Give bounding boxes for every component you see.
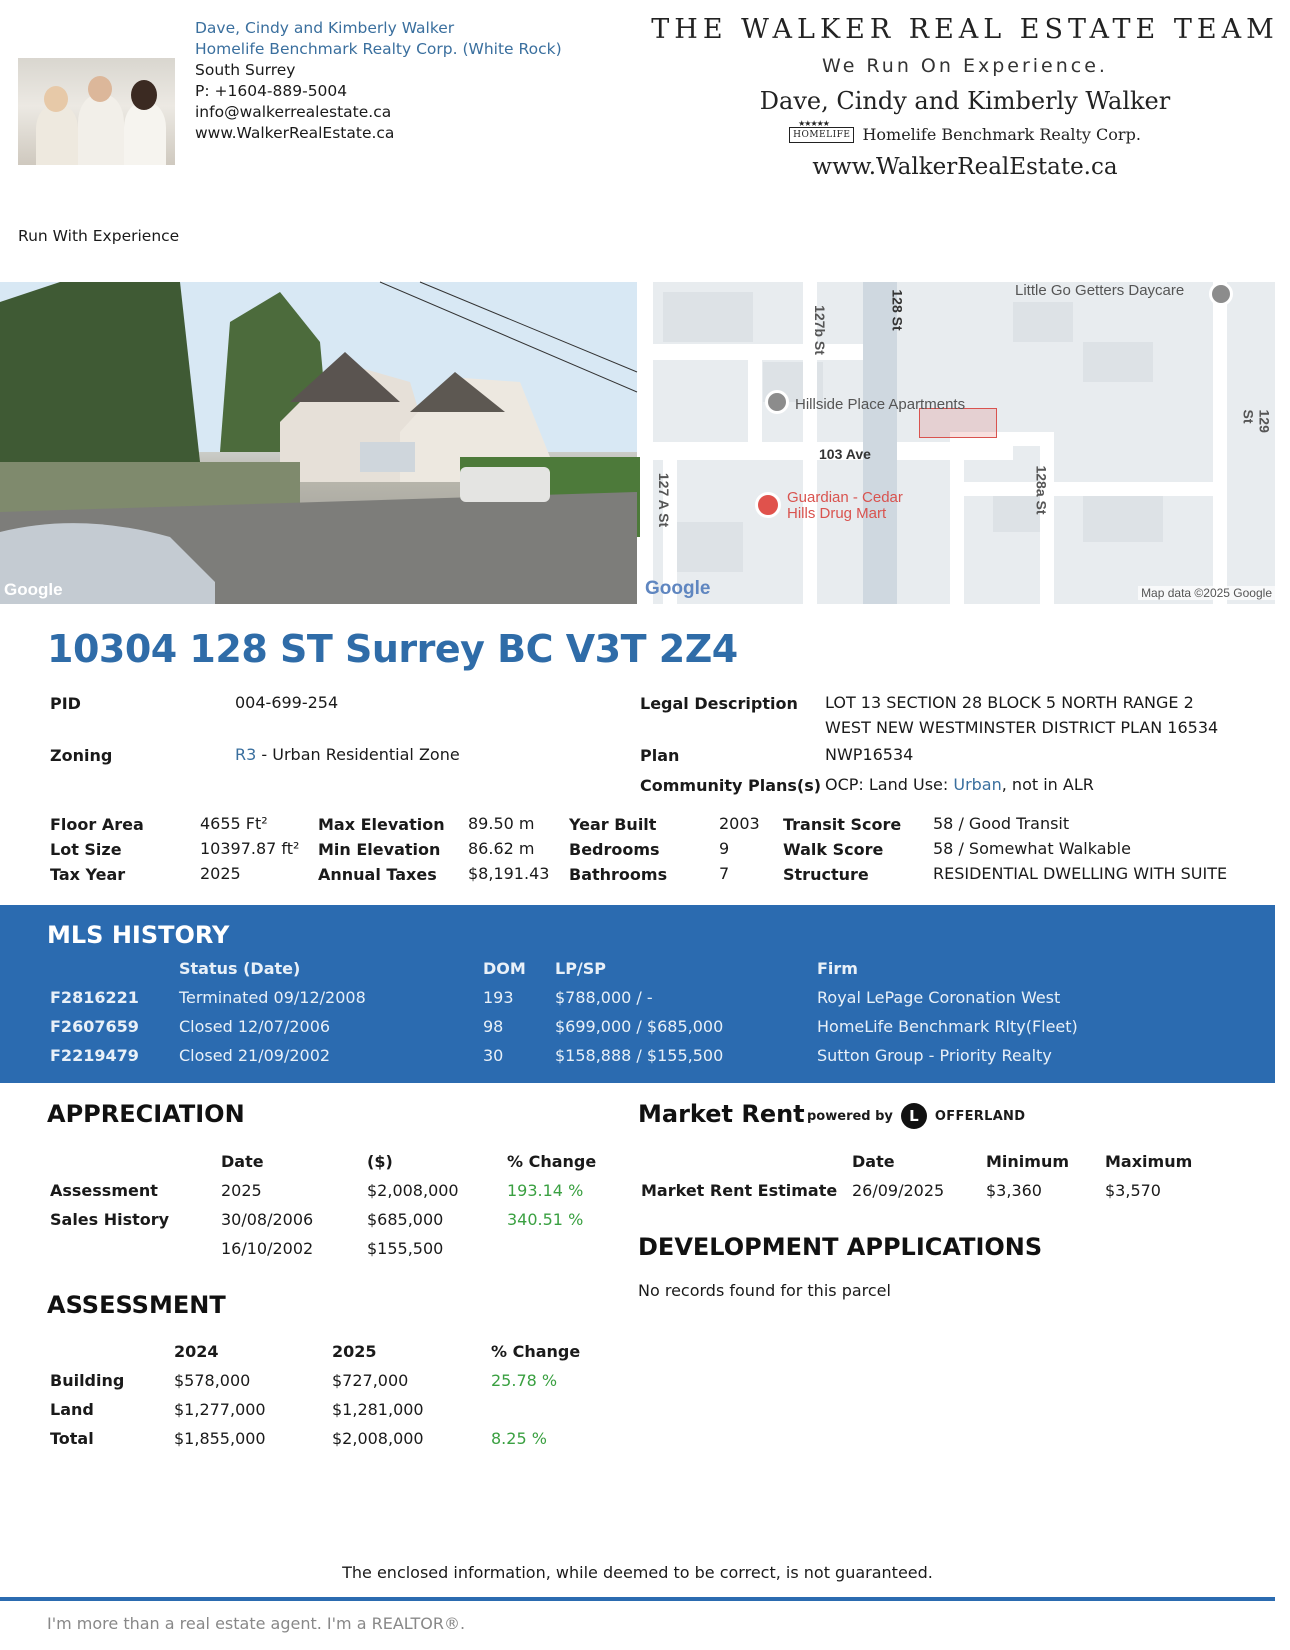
assessment-row-2025: $2,008,000 xyxy=(332,1429,424,1448)
legal-label: Legal Description xyxy=(640,694,798,713)
community-value xyxy=(825,775,1094,794)
mls-row-firm: Sutton Group - Priority Realty xyxy=(817,1046,1052,1065)
appreciation-row-amount: $2,008,000 xyxy=(367,1181,459,1200)
powered-by-label: powered by xyxy=(807,1108,893,1124)
property-address: 10304 128 ST Surrey BC V3T 2Z4 xyxy=(47,627,738,671)
min-elev-label: Min Elevation xyxy=(318,840,441,859)
legal-line1: LOT 13 SECTION 28 BLOCK 5 NORTH RANGE 2 xyxy=(825,693,1194,712)
agent-area: South Surrey xyxy=(195,61,296,79)
realtor-footer: I'm more than a real estate agent. I'm a REALTOR®. xyxy=(47,1614,466,1633)
pid-value: 004-699-254 xyxy=(235,693,339,712)
mls-row-id: F2816221 xyxy=(50,988,139,1007)
bathrooms-value: 7 xyxy=(719,864,730,883)
map-label-128st: 128 St xyxy=(889,289,906,331)
map-label-127b: 127b St xyxy=(811,305,828,355)
mls-col-firm: Firm xyxy=(817,959,858,978)
agent-phone: P: +1604-889-5004 xyxy=(195,82,348,100)
map-label-daycare: Little Go Getters Daycare xyxy=(1015,282,1185,299)
assessment-row-change: 8.25 % xyxy=(491,1429,547,1448)
assessment-heading: ASSESSMENT xyxy=(47,1291,226,1319)
floor-area-label: Floor Area xyxy=(50,815,144,834)
rent-col-min: Minimum xyxy=(986,1152,1070,1171)
brand-corp: Homelife Benchmark Realty Corp. xyxy=(862,125,1141,144)
map-credit: Google xyxy=(645,578,711,599)
transit-label: Transit Score xyxy=(783,815,902,834)
map-label-127a: 127 A St xyxy=(656,472,673,528)
structure-value: RESIDENTIAL DWELLING WITH SUITE xyxy=(933,864,1228,883)
appreciation-row-date: 30/08/2006 xyxy=(221,1210,314,1229)
mls-row-dom: 30 xyxy=(483,1046,504,1065)
street-scene xyxy=(0,282,637,604)
agent-brokerage: Homelife Benchmark Realty Corp. (White Rock) xyxy=(195,40,562,58)
year-built-label: Year Built xyxy=(569,815,657,834)
structure-label: Structure xyxy=(783,865,869,884)
mls-row-dom: 193 xyxy=(483,988,514,1007)
bedrooms-label: Bedrooms xyxy=(569,840,660,859)
mls-heading: MLS HISTORY xyxy=(47,921,230,949)
assessment-row-2025: $1,281,000 xyxy=(332,1400,424,1419)
development-message: No records found for this parcel xyxy=(638,1281,891,1300)
community-link[interactable]: Urban xyxy=(953,775,1002,794)
agent-contact xyxy=(195,18,562,144)
appreciation-row-label: Sales History xyxy=(50,1210,170,1229)
mls-row-dom: 98 xyxy=(483,1017,504,1036)
mls-col-dom: DOM xyxy=(483,959,526,978)
brand-website: www.WalkerRealEstate.ca xyxy=(812,154,1118,180)
assessment-row-2025: $727,000 xyxy=(332,1371,409,1390)
map-label-103ave: 103 Ave xyxy=(819,446,871,462)
plan-value: NWP16534 xyxy=(825,745,914,764)
mls-row-id: F2607659 xyxy=(50,1017,139,1036)
appreciation-col-change: % Change xyxy=(507,1152,597,1171)
map-image xyxy=(645,282,1275,604)
assessment-row-label: Land xyxy=(50,1400,94,1419)
walk-label: Walk Score xyxy=(783,840,884,859)
mls-row-status: Terminated 09/12/2008 xyxy=(179,988,366,1007)
zoning-desc: - Urban Residential Zone xyxy=(256,745,460,764)
rent-row-label: Market Rent Estimate xyxy=(641,1181,838,1200)
walk-value: 58 / Somewhat Walkable xyxy=(933,839,1131,858)
map-data-credit: Map data ©2025 Google xyxy=(1138,586,1275,600)
rent-col-max: Maximum xyxy=(1105,1152,1193,1171)
appreciation-row-amount: $155,500 xyxy=(367,1239,444,1258)
mls-history-section xyxy=(0,905,1275,1083)
mls-row-id: F2219479 xyxy=(50,1046,139,1065)
development-heading: DEVELOPMENT APPLICATIONS xyxy=(638,1233,1043,1261)
brand-names: Dave, Cindy and Kimberly Walker xyxy=(759,87,1171,115)
homelife-logo-text: HOMELIFE xyxy=(793,129,851,140)
rent-row-max: $3,570 xyxy=(1105,1181,1161,1200)
mls-row-price: $699,000 / $685,000 xyxy=(555,1017,724,1036)
map-label-pharmacy xyxy=(787,490,903,522)
brand-corp-row xyxy=(640,118,1290,144)
brand-block xyxy=(640,14,1290,180)
assessment-col-2025: 2025 xyxy=(332,1342,377,1361)
taxes-value: $8,191.43 xyxy=(468,864,550,883)
legal-line2: WEST NEW WESTMINSTER DISTRICT PLAN 16534 xyxy=(825,718,1219,737)
lot-size-label: Lot Size xyxy=(50,840,122,859)
tax-year-label: Tax Year xyxy=(50,865,126,884)
appreciation-row-amount: $685,000 xyxy=(367,1210,444,1229)
offerland-badge xyxy=(807,1103,1025,1129)
mls-row-price: $788,000 / - xyxy=(555,988,653,1007)
appreciation-heading: APPRECIATION xyxy=(47,1100,245,1128)
appreciation-row-label: Assessment xyxy=(50,1181,158,1200)
appreciation-row-date: 16/10/2002 xyxy=(221,1239,314,1258)
appreciation-col-date: Date xyxy=(221,1152,264,1171)
map-label-apartments: Hillside Place Apartments xyxy=(795,396,966,413)
assessment-col-2024: 2024 xyxy=(174,1342,219,1361)
rent-row-min: $3,360 xyxy=(986,1181,1042,1200)
tax-year-value: 2025 xyxy=(200,864,241,883)
brand-slogan: We Run On Experience. xyxy=(822,55,1108,77)
assessment-row-2024: $1,855,000 xyxy=(174,1429,266,1448)
bathrooms-label: Bathrooms xyxy=(569,865,668,884)
map-label-129: 129 St xyxy=(1240,409,1273,433)
appreciation-row-change: 340.51 % xyxy=(507,1210,584,1229)
bedrooms-value: 9 xyxy=(719,839,730,858)
disclaimer: The enclosed information, while deemed to be correct, is not guaranteed. xyxy=(342,1563,933,1582)
assessment-row-change: 25.78 % xyxy=(491,1371,558,1390)
agent-email: info@walkerrealestate.ca xyxy=(195,103,392,121)
mls-row-price: $158,888 / $155,500 xyxy=(555,1046,724,1065)
assessment-row-2024: $1,277,000 xyxy=(174,1400,266,1419)
lot-size-value: 10397.87 ft² xyxy=(200,839,300,858)
mls-row-firm: HomeLife Benchmark Rlty(Fleet) xyxy=(817,1017,1078,1036)
homelife-logo: ★★★★★ HOMELIFE xyxy=(789,127,854,143)
assessment-row-label: Building xyxy=(50,1371,125,1390)
community-suffix: , not in ALR xyxy=(1001,775,1094,794)
map-label-pharmacy-line2: Hills Drug Mart xyxy=(787,505,887,522)
max-elev-value: 89.50 m xyxy=(468,814,535,833)
mls-row-status: Closed 21/09/2002 xyxy=(179,1046,331,1065)
map-pin-pharmacy xyxy=(755,492,781,518)
transit-value: 58 / Good Transit xyxy=(933,814,1070,833)
taxes-label: Annual Taxes xyxy=(318,865,437,884)
offerland-logo-icon: L xyxy=(901,1103,927,1129)
appreciation-row-date: 2025 xyxy=(221,1181,262,1200)
mls-row-firm: Royal LePage Coronation West xyxy=(817,988,1061,1007)
agent-photo xyxy=(18,58,175,165)
mls-col-status: Status (Date) xyxy=(179,959,301,978)
community-prefix: OCP: Land Use: xyxy=(825,775,954,794)
mls-row-status: Closed 12/07/2006 xyxy=(179,1017,331,1036)
community-label: Community Plans(s) xyxy=(640,776,822,795)
map-pin-apartments xyxy=(765,390,789,414)
street-view-image xyxy=(0,282,637,604)
footer-rule xyxy=(0,1597,1275,1601)
min-elev-value: 86.62 m xyxy=(468,839,535,858)
brand-title: THE WALKER REAL ESTATE TEAM xyxy=(651,14,1279,45)
agent-website: www.WalkerRealEstate.ca xyxy=(195,124,395,142)
assessment-row-label: Total xyxy=(50,1429,94,1448)
market-rent-heading: Market Rent xyxy=(638,1100,805,1128)
max-elev-label: Max Elevation xyxy=(318,815,445,834)
rent-col-date: Date xyxy=(852,1152,895,1171)
tagline: Run With Experience xyxy=(18,227,180,245)
map-pin-daycare xyxy=(1209,282,1233,306)
map-label-pharmacy-line1: Guardian - Cedar xyxy=(787,489,903,506)
appreciation-row-change: 193.14 % xyxy=(507,1181,584,1200)
assessment-col-change: % Change xyxy=(491,1342,581,1361)
rent-row-date: 26/09/2025 xyxy=(852,1181,945,1200)
map-label-128a: 128a St xyxy=(1033,465,1050,515)
offerland-logo-text: OFFERLAND xyxy=(934,1108,1026,1124)
zoning-label: Zoning xyxy=(50,746,113,765)
mls-col-price: LP/SP xyxy=(555,959,607,978)
zoning-value xyxy=(235,745,460,764)
plan-label: Plan xyxy=(640,746,680,765)
pid-label: PID xyxy=(50,694,81,713)
year-built-value: 2003 xyxy=(719,814,760,833)
floor-area-value: 4655 Ft² xyxy=(200,814,268,833)
assessment-row-2024: $578,000 xyxy=(174,1371,251,1390)
zoning-code-link[interactable]: R3 xyxy=(235,745,257,764)
appreciation-col-amount: ($) xyxy=(367,1152,393,1171)
agent-names: Dave, Cindy and Kimberly Walker xyxy=(195,19,455,37)
street-credit: Google xyxy=(4,580,63,599)
